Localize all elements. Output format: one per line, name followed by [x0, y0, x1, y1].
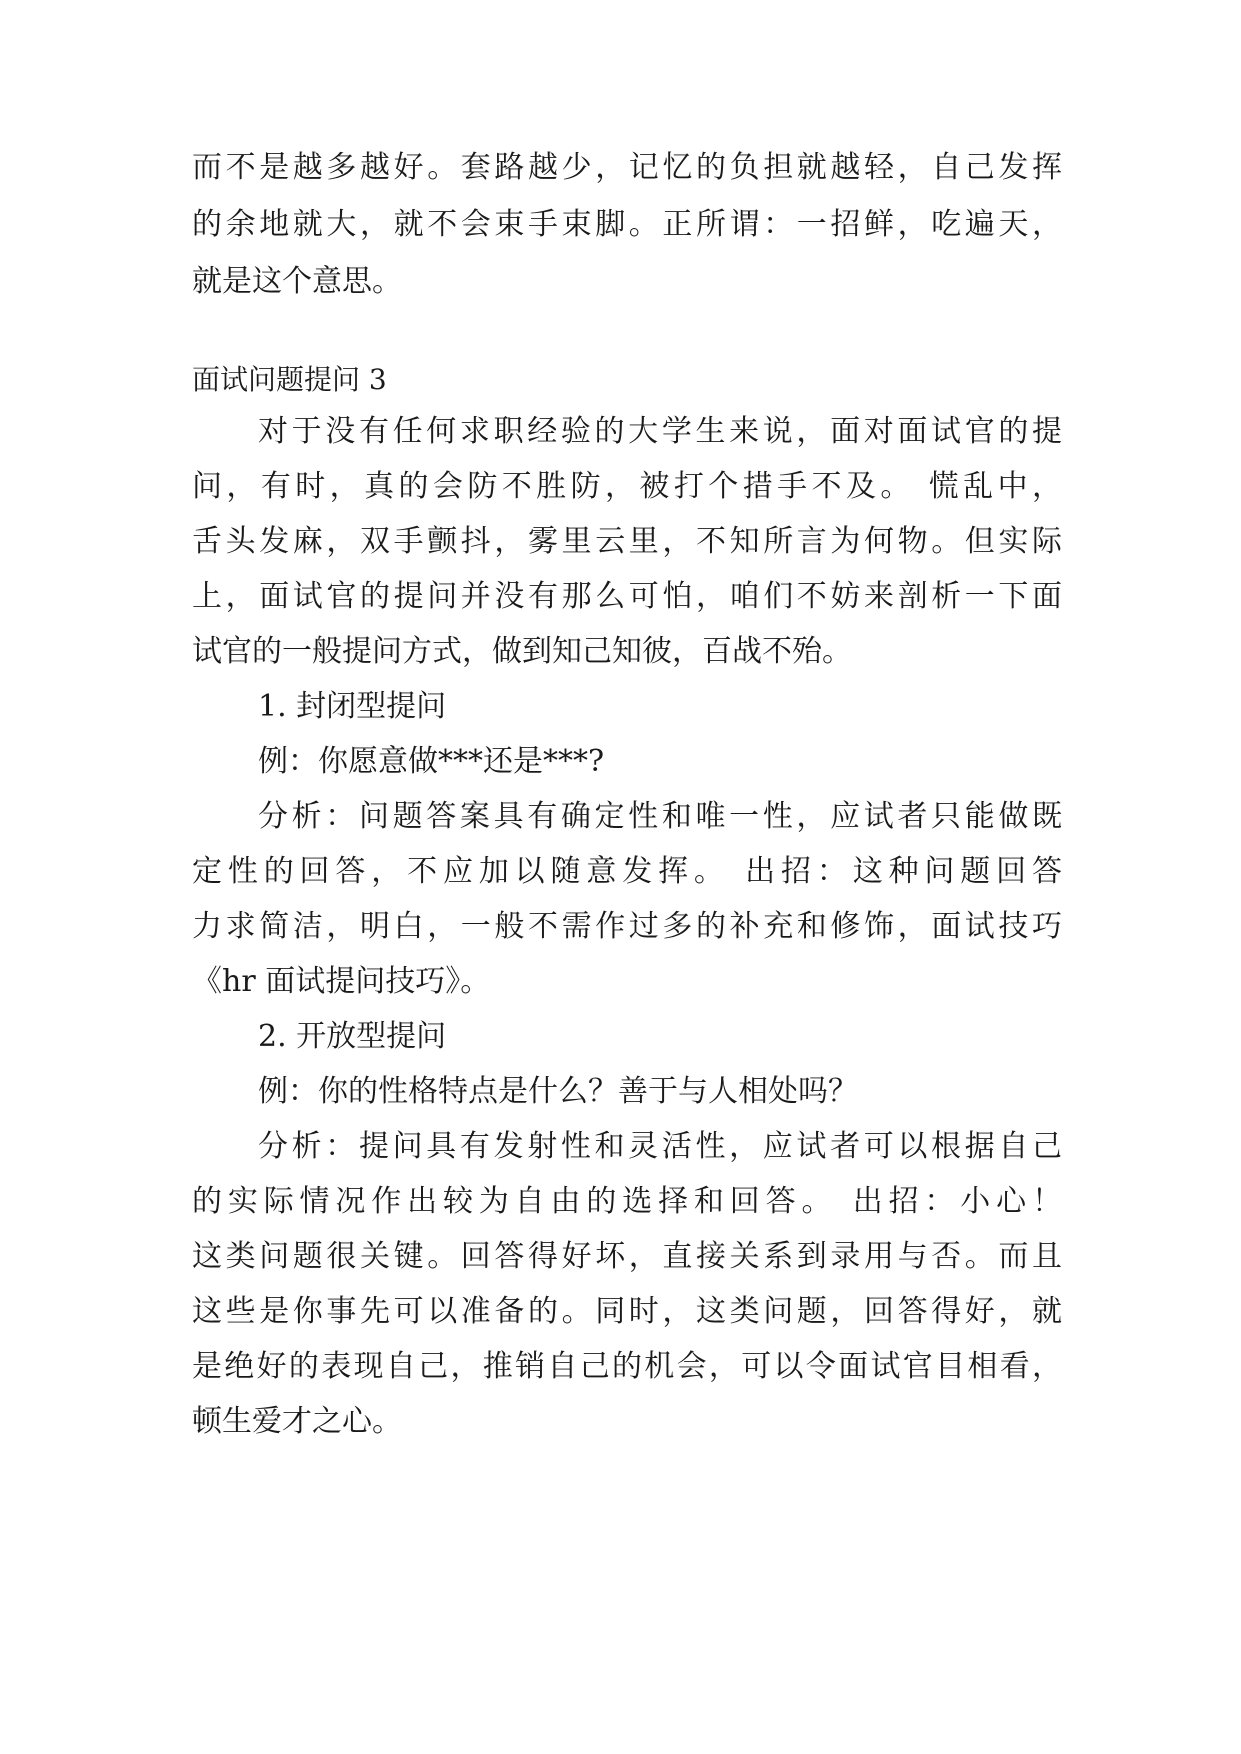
- paragraph-line: 舌头发麻，双手颤抖，雾里云里，不知所言为何物。但实际: [192, 524, 1062, 559]
- paragraph-line: 上，面试官的提问并没有那么可怕，咱们不妨来剖析一下面: [192, 579, 1062, 614]
- paragraph-line: 试官的一般提问方式，做到知己知彼，百战不殆。: [192, 634, 852, 669]
- paragraph-line: 就是这个意思。: [192, 264, 402, 299]
- subheading: 1. 封闭型提问: [258, 689, 447, 724]
- paragraph-line: 定性的回答，不应加以随意发挥。 出招：这种问题回答: [192, 854, 1062, 889]
- section-heading: 面试问题提问 3: [192, 363, 387, 396]
- paragraph-line: 分析：问题答案具有确定性和唯一性，应试者只能做既: [258, 799, 1062, 834]
- paragraph-line: 《hr 面试提问技巧》。: [192, 964, 491, 999]
- paragraph-line: 对于没有任何求职经验的大学生来说，面对面试官的提: [258, 414, 1062, 449]
- example-line: 例：你的性格特点是什么？善于与人相处吗？: [258, 1074, 858, 1109]
- paragraph-line: 是绝好的表现自己，推销自己的机会，可以令面试官目相看，: [192, 1349, 1062, 1384]
- paragraph-line: 顿生爱才之心。: [192, 1404, 402, 1439]
- paragraph-line: 这类问题很关键。回答得好坏，直接关系到录用与否。而且: [192, 1239, 1062, 1274]
- example-line: 例：你愿意做***还是***?: [258, 744, 605, 779]
- paragraph-line: 问，有时，真的会防不胜防，被打个措手不及。 慌乱中，: [192, 469, 1062, 504]
- paragraph-line: 分析：提问具有发射性和灵活性，应试者可以根据自己: [258, 1129, 1062, 1164]
- subheading: 2. 开放型提问: [258, 1019, 447, 1054]
- paragraph-line: 的实际情况作出较为自由的选择和回答。 出招：小心！: [192, 1184, 1062, 1219]
- paragraph-line: 的余地就大，就不会束手束脚。正所谓：一招鲜，吃遍天，: [192, 207, 1062, 242]
- paragraph-line: 力求简洁，明白，一般不需作过多的补充和修饰，面试技巧: [192, 909, 1062, 944]
- paragraph-line: 而不是越多越好。套路越少，记忆的负担就越轻，自己发挥: [192, 150, 1062, 185]
- paragraph-line: 这些是你事先可以准备的。同时，这类问题，回答得好，就: [192, 1294, 1062, 1329]
